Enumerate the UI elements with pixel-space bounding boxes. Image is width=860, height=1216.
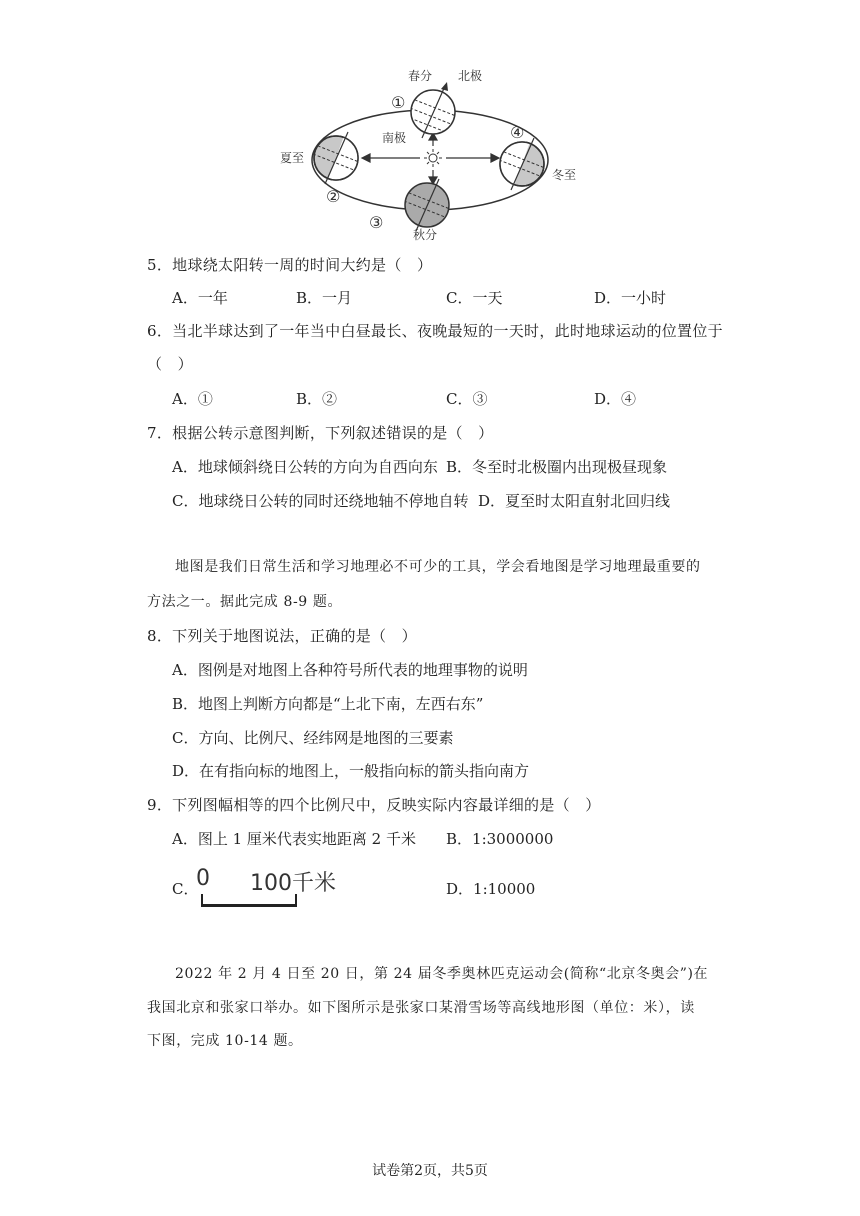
question-9-option-d: D．1:10000: [446, 880, 536, 898]
question-6-option-b: B．②: [296, 390, 338, 408]
question-7-stem: 7．根据公转示意图判断，下列叙述错误的是（ ）: [147, 424, 494, 442]
passage-2-line-2: 我国北京和张家口举办。如下图所示是张家口某滑雪场等高线地形图（单位：米），读: [147, 1000, 695, 1016]
label-winter: 冬至: [552, 168, 577, 182]
question-8-option-d: D．在有指向标的地图上，一般指向标的箭头指向南方: [172, 762, 530, 780]
question-8-option-c: C．方向、比例尺、经纬网是地图的三要素: [172, 729, 454, 747]
question-5-option-a: A．一年: [172, 289, 228, 307]
label-spring: 春分: [408, 69, 433, 83]
question-9-option-a: A．图上 1 厘米代表实地距离 2 千米: [172, 830, 416, 848]
question-6-option-a: A．①: [172, 390, 213, 408]
passage-1-line-2: 方法之一。据此完成 8-9 题。: [147, 594, 343, 610]
scale-bar-line: [201, 894, 297, 907]
question-8-option-b: B．地图上判断方向都是“上北下南，左西右东”: [172, 695, 484, 713]
earth-spring: [410, 82, 456, 138]
question-6-stem-cont: （ ）: [147, 355, 193, 373]
sun-icon: [424, 149, 442, 167]
earth-orbit-diagram: [270, 60, 600, 245]
question-6-stem: 6．当北半球达到了一年当中白昼最长、夜晚最短的一天时，此时地球运动的位置位于: [147, 322, 723, 340]
question-5-option-b: B．一月: [296, 289, 353, 307]
question-5-option-d: D．一小时: [594, 289, 667, 307]
question-6-option-c: C．③: [446, 390, 488, 408]
marker-1: ①: [391, 93, 406, 112]
question-9-option-b: B．1:3000000: [446, 830, 554, 848]
label-south-pole: 南极: [382, 131, 407, 145]
question-5-option-c: C．一天: [446, 289, 503, 307]
question-9-option-c-prefix: C．: [172, 880, 199, 898]
passage-2-line-1: 2022 年 2 月 4 日至 20 日，第 24 届冬季奥林匹克运动会(简称“北京冬奥会”)在: [175, 966, 709, 982]
question-7-option-d: D．夏至时太阳直射北回归线: [478, 492, 671, 510]
question-9-stem: 9．下列图幅相等的四个比例尺中，反映实际内容最详细的是（ ）: [147, 796, 601, 814]
question-7-option-b: B．冬至时北极圈内出现极昼现象: [446, 458, 668, 476]
question-7-option-a: A．地球倾斜绕日公转的方向为自西向东: [172, 458, 438, 476]
question-8-stem: 8．下列关于地图说法，正确的是（ ）: [147, 627, 417, 645]
label-autumn: 秋分: [413, 228, 438, 242]
marker-4: ④: [510, 123, 525, 142]
scale-bar-value: 100千米: [250, 871, 336, 896]
scale-bar: [196, 866, 356, 914]
question-6-option-d: D．④: [594, 390, 637, 408]
scale-bar-zero: 0: [196, 866, 210, 891]
earth-winter: [494, 136, 545, 190]
page-footer: 试卷第2页，共5页: [372, 1163, 488, 1179]
question-7-option-c: C．地球绕日公转的同时还绕地轴不停地自转: [172, 492, 469, 510]
marker-2: ②: [326, 187, 341, 206]
passage-1-line-1: 地图是我们日常生活和学习地理必不可少的工具，学会看地图是学习地理最重要的: [175, 559, 701, 575]
question-5-stem: 5．地球绕太阳转一周的时间大约是（ ）: [147, 256, 433, 274]
label-north-pole: 北极: [458, 69, 483, 83]
marker-3: ③: [369, 213, 384, 232]
passage-2-line-3: 下图，完成 10-14 题。: [147, 1033, 303, 1049]
label-summer: 夏至: [280, 151, 305, 165]
question-8-option-a: A．图例是对地图上各种符号所代表的地理事物的说明: [172, 661, 528, 679]
earth-autumn: [404, 179, 450, 231]
